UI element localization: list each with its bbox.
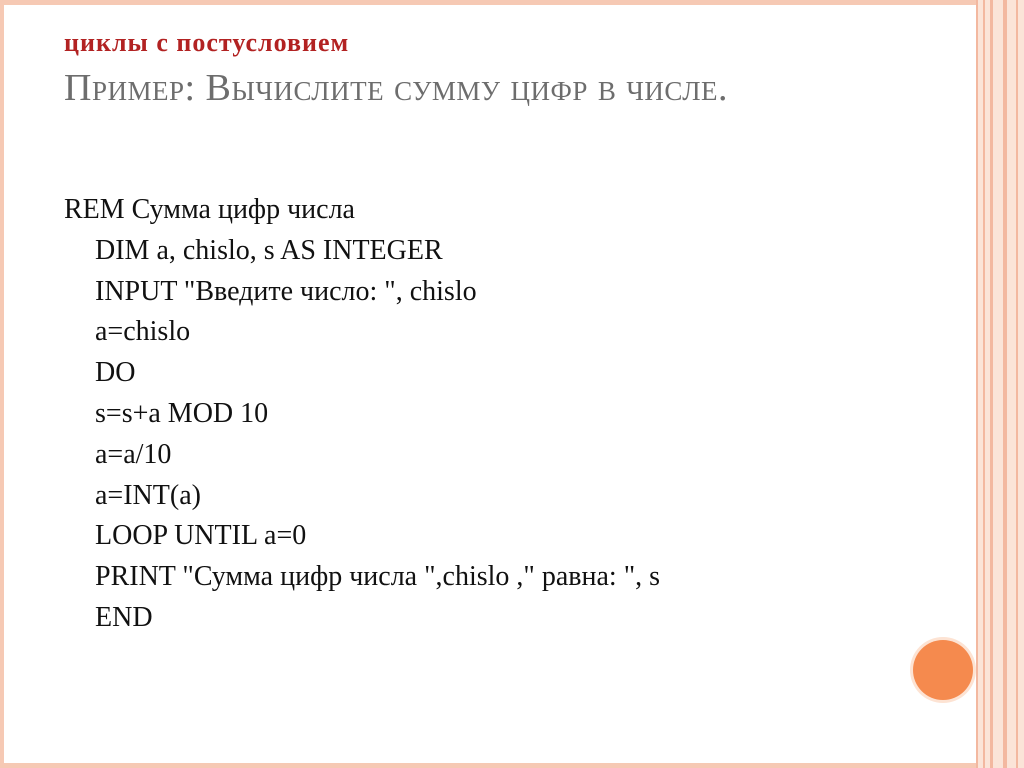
frame-left-border	[0, 0, 4, 768]
decorative-stripe-line	[976, 0, 978, 768]
code-line: DO	[95, 357, 136, 389]
decorative-stripe-line	[990, 0, 993, 768]
code-line: a=chislo	[95, 316, 191, 348]
decorative-stripe-line	[983, 0, 985, 768]
code-comment-line: REM Сумма цифр числа	[64, 194, 355, 225]
frame-top-border	[0, 0, 976, 5]
code-line: INPUT "Введите число: ", chislo	[95, 275, 477, 307]
decorative-circle	[913, 640, 973, 700]
code-line: END	[95, 601, 153, 633]
slide-title: циклы с постусловием	[64, 28, 350, 57]
slide-subtitle: Пример: Вычислите сумму цифр в числе.	[64, 67, 729, 109]
decorative-stripe-line	[1003, 0, 1007, 768]
code-block	[64, 190, 964, 639]
code-line: a=a/10	[95, 438, 172, 470]
code-line: s=s+a MOD 10	[95, 397, 269, 429]
decorative-stripe-line	[1016, 0, 1018, 768]
frame-bottom-border	[0, 763, 976, 768]
code-line: a=INT(a)	[95, 479, 201, 511]
code-line: LOOP UNTIL a=0	[95, 520, 307, 552]
code-line: DIM a, chislo, s AS INTEGER	[95, 234, 443, 266]
code-line: PRINT "Сумма цифр числа ",chislo ," равна: ", s	[95, 561, 661, 593]
